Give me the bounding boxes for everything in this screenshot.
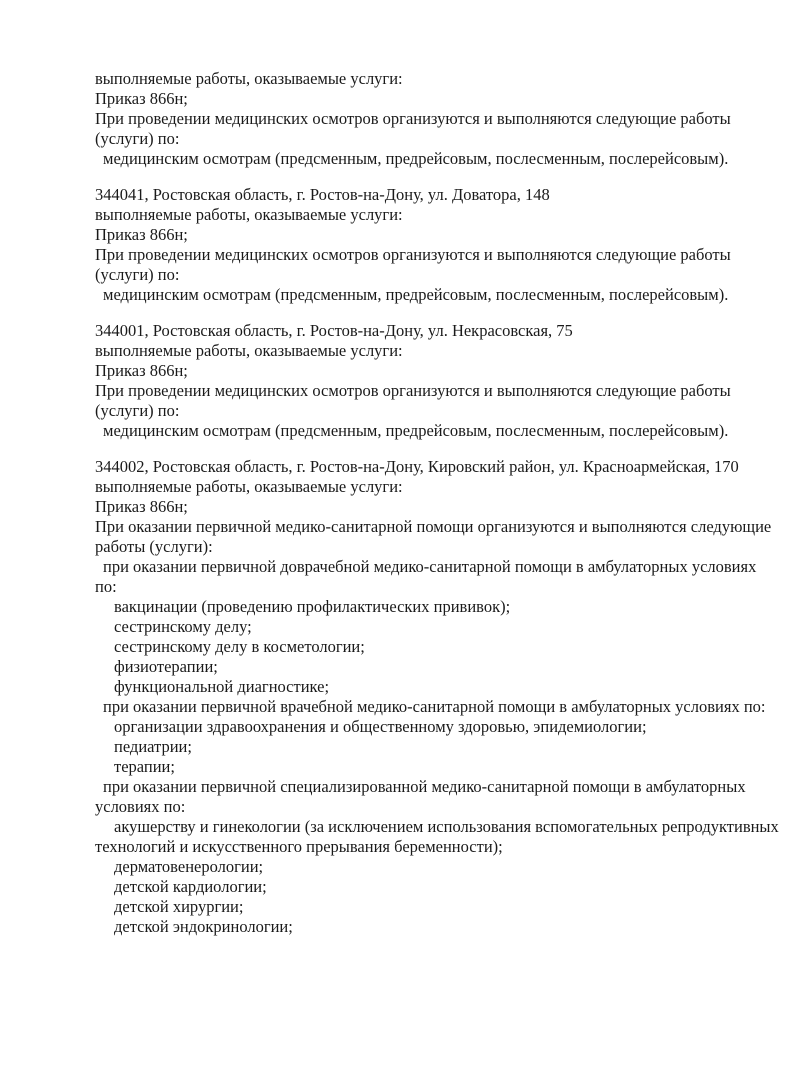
text-line: педиатрии; xyxy=(114,737,192,756)
text-line: (услуги) по: xyxy=(95,265,180,284)
text-line: При проведении медицинских осмотров организуются и выполняются следующие работы xyxy=(95,109,731,128)
text-line: детской хирургии; xyxy=(114,897,244,916)
text-line: детской эндокринологии; xyxy=(114,917,293,936)
text-line: Приказ 866н; xyxy=(95,89,188,108)
license-address-block xyxy=(95,457,779,937)
text-line: При оказании первичной медико-санитарной помощи организуются и выполняются следующие xyxy=(95,517,772,536)
text-line: выполняемые работы, оказываемые услуги: xyxy=(95,205,403,224)
text-line: детской кардиологии; xyxy=(114,877,267,896)
text-line: при оказании первичной врачебной медико-санитарной помощи в амбулаторных условиях по: xyxy=(103,697,766,716)
text-line: работы (услуги): xyxy=(95,537,213,556)
text-line: медицинским осмотрам (предсменным, предрейсовым, послесменным, послерейсовым). xyxy=(103,285,729,304)
text-line: Приказ 866н; xyxy=(95,497,188,516)
text-line: по: xyxy=(95,577,117,596)
text-line: выполняемые работы, оказываемые услуги: xyxy=(95,69,403,88)
text-line: дерматовенерологии; xyxy=(114,857,264,876)
text-line: При проведении медицинских осмотров организуются и выполняются следующие работы xyxy=(95,245,731,264)
text-line: сестринскому делу в косметологии; xyxy=(114,637,365,656)
text-line: при оказании первичной специализированной медико-санитарной помощи в амбулаторных xyxy=(103,777,746,796)
text-line: функциональной диагностике; xyxy=(114,677,330,696)
text-line: выполняемые работы, оказываемые услуги: xyxy=(95,477,403,496)
address-line: 344001, Ростовская область, г. Ростов-на-Дону, ул. Некрасовская, 75 xyxy=(95,321,573,340)
text-line: сестринскому делу; xyxy=(114,617,252,636)
text-line: организации здравоохранения и общественному здоровью, эпидемиологии; xyxy=(114,717,647,736)
text-line: (услуги) по: xyxy=(95,401,180,420)
license-address-block xyxy=(95,69,762,169)
address-line: 344002, Ростовская область, г. Ростов-на-Дону, Кировский район, ул. Красноармейская, 170 xyxy=(95,457,739,476)
text-line: медицинским осмотрам (предсменным, предрейсовым, послесменным, послерейсовым). xyxy=(103,149,729,168)
text-line: терапии; xyxy=(114,757,175,776)
address-line: 344041, Ростовская область, г. Ростов-на-Дону, ул. Доватора, 148 xyxy=(95,185,550,204)
text-line: (услуги) по: xyxy=(95,129,180,148)
text-line: Приказ 866н; xyxy=(95,361,188,380)
text-line: технологий и искусственного прерывания беременности); xyxy=(95,837,503,856)
license-address-block xyxy=(95,321,762,441)
text-line: при оказании первичной доврачебной медико-санитарной помощи в амбулаторных условиях xyxy=(103,557,757,576)
text-line: медицинским осмотрам (предсменным, предрейсовым, послесменным, послерейсовым). xyxy=(103,421,729,440)
text-line: Приказ 866н; xyxy=(95,225,188,244)
text-line: При проведении медицинских осмотров организуются и выполняются следующие работы xyxy=(95,381,731,400)
text-line: выполняемые работы, оказываемые услуги: xyxy=(95,341,403,360)
text-line: физиотерапии; xyxy=(114,657,218,676)
text-line: акушерству и гинекологии (за исключением использования вспомогательных репродуктивных xyxy=(114,817,779,836)
text-line: вакцинации (проведению профилактических прививок); xyxy=(114,597,511,616)
license-address-block xyxy=(95,185,762,305)
text-line: условиях по: xyxy=(95,797,186,816)
